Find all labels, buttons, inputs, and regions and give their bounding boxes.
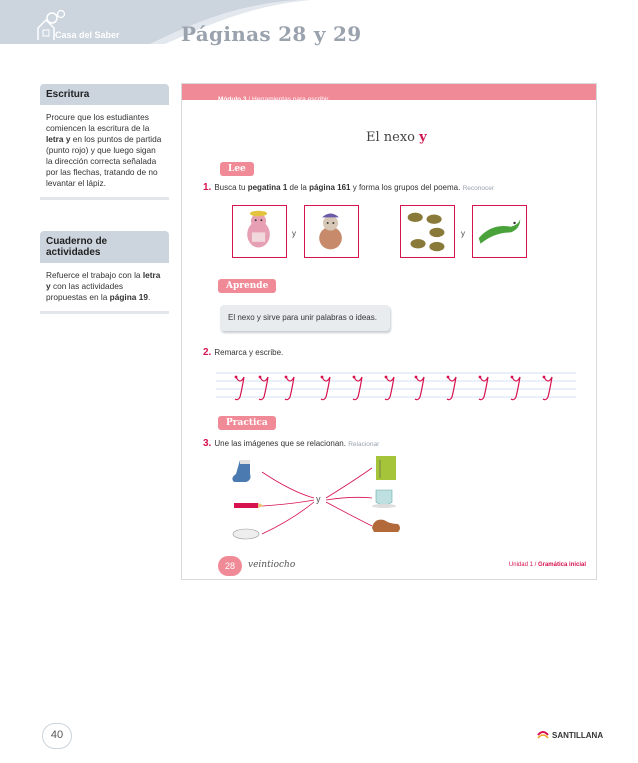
grandma-icon: [305, 206, 357, 256]
escritura-box: [40, 84, 169, 200]
step3-instruction: 3. Une las imágenes que se relacionan. Relacionar: [203, 438, 380, 449]
matching-connector-y: y: [316, 494, 321, 504]
step2-instruction: 2. Remarca y escribe.: [203, 347, 284, 358]
lizard-icon: [473, 206, 525, 256]
lizard-sticker-frame[interactable]: [472, 205, 527, 258]
practica-tag: Practica: [218, 416, 276, 430]
handwriting-practice-row[interactable]: [216, 367, 576, 403]
cup-icon: [372, 490, 396, 508]
cuaderno-box: [40, 231, 169, 314]
shoe-icon: [372, 520, 400, 532]
pencil-icon: [234, 503, 264, 508]
matching-exercise[interactable]: [222, 454, 422, 544]
step1-instruction: 1. Busca tu pegatina 1 de la página 161 y forma los grupos del poema. Reconocer: [203, 182, 494, 193]
escritura-text: Procure que los estudiantes comiencen la escritura de la letra y en los puntos de partida (punto rojo) y que luego sigan la dirección correcta señalada por las flechas, tratando de no levantar el lápiz.: [40, 105, 169, 200]
book-footer-section: Unidad 1 / Gramática inicial: [508, 562, 586, 568]
turtles-sticker-frame[interactable]: [400, 205, 455, 258]
connector-y-2: y: [461, 229, 465, 238]
lesson-title: El nexo y: [366, 130, 427, 145]
cuaderno-title: Cuaderno de actividades: [40, 231, 169, 263]
brand-text: Casa del Saber: [55, 30, 120, 40]
pig-sticker-frame[interactable]: [232, 205, 287, 258]
book-page: [181, 83, 597, 580]
cuaderno-text: Refuerce el trabajo con la letra y con las actividades propuestas en la página 19.: [40, 263, 169, 314]
notebook-icon: [376, 456, 396, 480]
page-title: Páginas 28 y 29: [181, 22, 362, 46]
santillana-logo-icon: [537, 729, 549, 741]
aprende-text: El nexo y sirve para unir palabras o ideas.: [220, 305, 390, 331]
brand-name: SANTILLANA: [552, 731, 604, 740]
grandma-sticker-frame[interactable]: [304, 205, 359, 258]
plate-icon: [233, 529, 259, 539]
module-label: Módulo 3 / Herramientas para escribir: [218, 96, 329, 103]
pig-icon: [233, 206, 285, 256]
book-page-number: 28: [218, 556, 242, 576]
page-number: 40: [42, 723, 72, 749]
book-page-word: veintiocho: [248, 560, 296, 570]
aprende-tag: Aprende: [218, 279, 276, 293]
lee-tag: Lee: [220, 162, 254, 176]
sock-icon: [232, 460, 250, 482]
escritura-title: Escritura: [40, 84, 169, 105]
connector-y-1: y: [292, 229, 296, 238]
turtles-icon: [401, 206, 453, 256]
